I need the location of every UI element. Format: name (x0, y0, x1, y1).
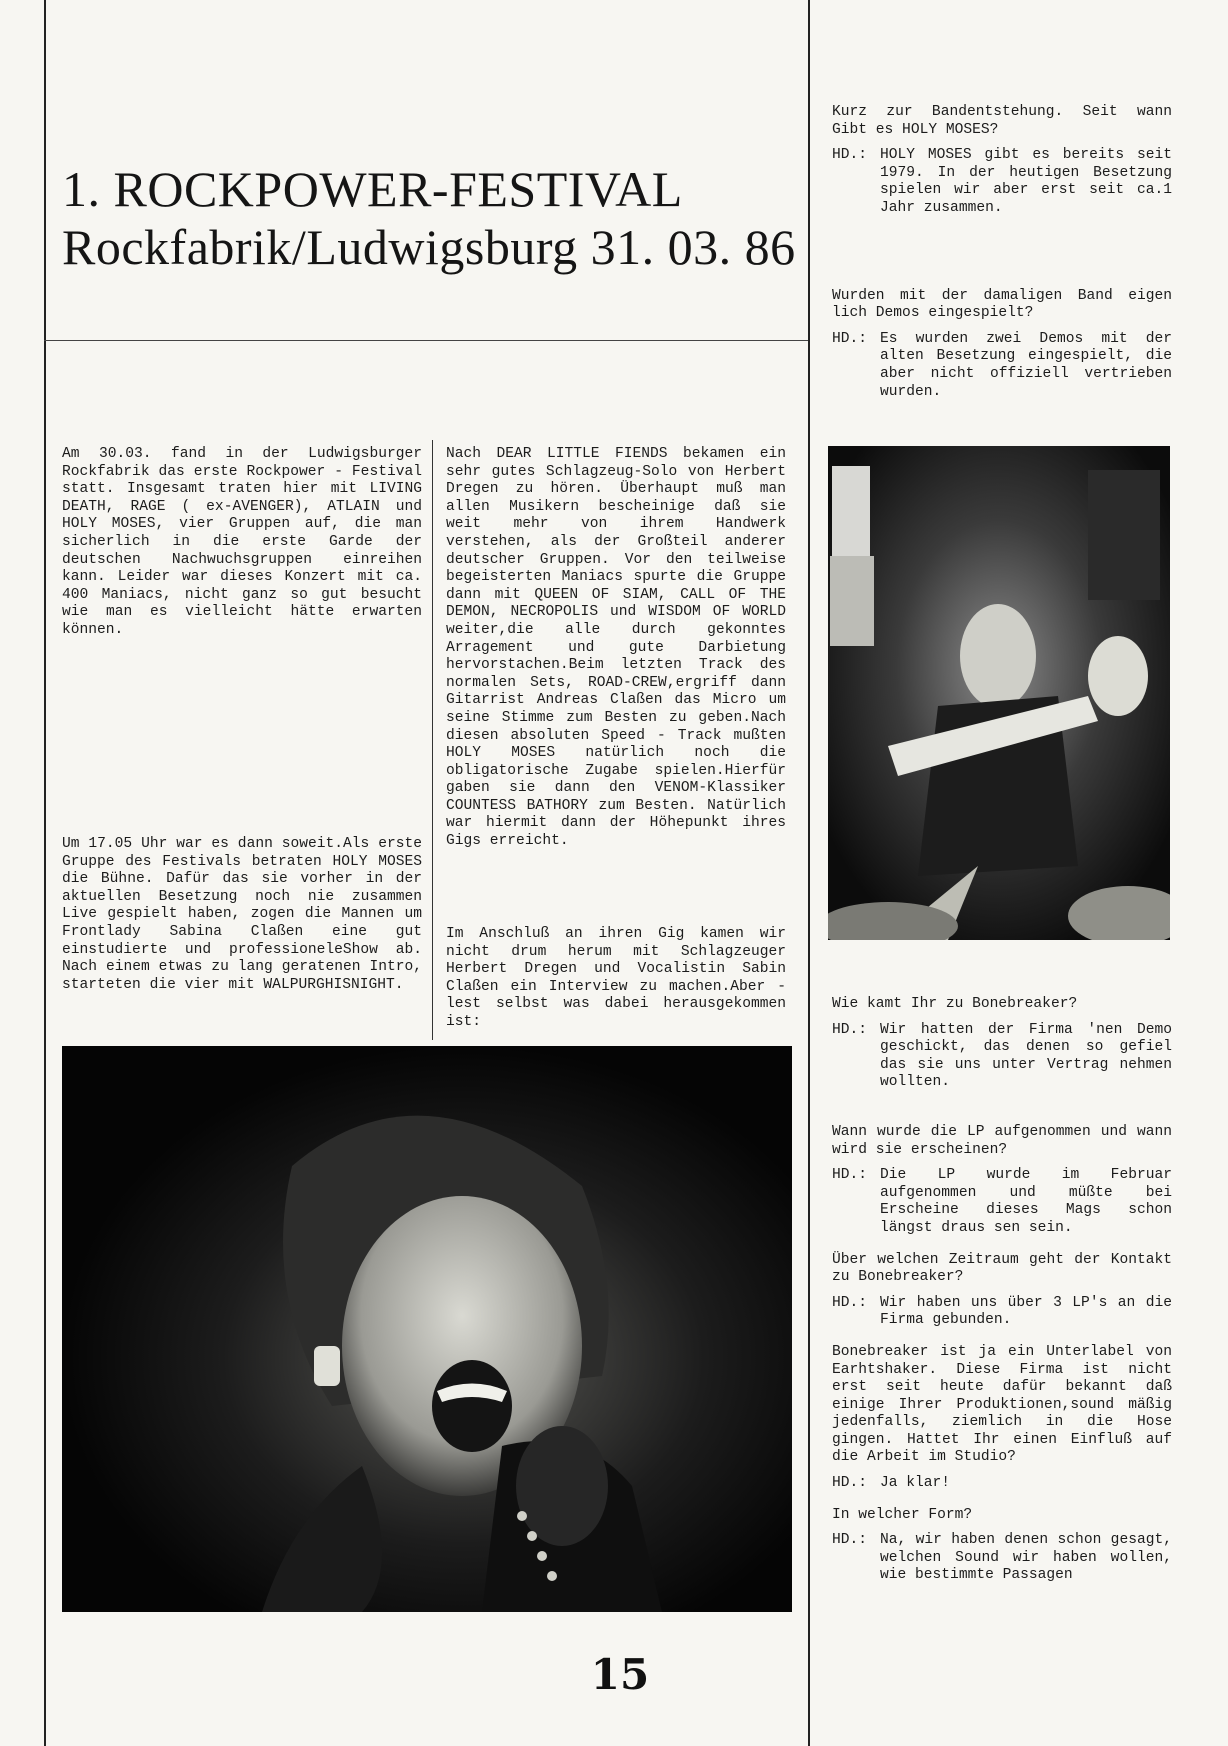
answer-text: HOLY MOSES gibt es bereits seit 1979. In der heutigen Besetzung spielen wir aber erst seit ca.1 Jahr zusammen. (880, 147, 1172, 216)
answer-text: Die LP wurde im Februar aufgenommen und müßte bei Erscheine dieses Mags schon längst draus sen sein. (880, 1167, 1172, 1236)
interview-answer (832, 1167, 1172, 1237)
left-border-rule (44, 0, 46, 1746)
answer-text: Ja klar! (880, 1475, 951, 1492)
interview-question: Bonebreaker ist ja ein Unterlabel von Earhtshaker. Diese Firma ist nicht erst seit heute dafür bekannt daß einige Ihrer Produktionen,sound mäßig jedenfalls, ziemlich in die Hose gingen. Hattet Ihr einen Einfluß auf die Arbeit im Studio? (832, 1343, 1172, 1466)
interview-item (832, 288, 1172, 402)
article-paragraph: Am 30.03. fand in der Ludwigsburger Rockfabrik das erste Rockpower - Festival statt. Insgesamt traten hier mit LIVING DEATH, RAGE ( ex-AVENGER), ATLAIN und HOLY MOSES, vier Gruppen auf, die man sicherlich in die erste Garde der deutschen Nachwuchsgruppen einreihen kann. Leider war dieses Konzert mit ca. 400 Maniacs, nicht ganz so gut besucht wie man es vielleicht hätte erwarten können. (62, 446, 422, 638)
speaker-label: HD.: (832, 1532, 868, 1549)
headline-title: 1. ROCKPOWER-FESTIVAL (62, 161, 683, 217)
article-paragraph: Um 17.05 Uhr war es dann soweit.Als erste Gruppe des Festivals betraten HOLY MOSES die Bühne. Dafür das sie vorher in der aktuellen Besetzung noch nie zusammen Live gespielt haben, zogen die Mannen um Frontlady Sabina Claßen eine gut einstudierte und professioneleShow ab. Nach einem etwas zu lang geratenen Intro, starteten die vier mit WALPURGHISNIGHT. (62, 836, 422, 993)
singer-live-photo (62, 1046, 792, 1612)
interview-item (832, 1344, 1172, 1493)
interview-bottom (832, 996, 1172, 1585)
interview-question: In welcher Form? (832, 1506, 973, 1523)
speaker-label: HD.: (832, 1475, 868, 1492)
article-column-divider (432, 440, 433, 1040)
answer-text: Es wurden zwei Demos mit der alten Besetzung eingespielt, die aber nicht offiziell vertrieben wurden. (880, 330, 1172, 400)
band-live-photo-image (828, 446, 1170, 940)
speaker-label: HD.: (832, 330, 868, 347)
page-number: 15 (590, 1650, 650, 1699)
interview-answer (832, 1022, 1172, 1092)
interview-item (832, 1252, 1172, 1330)
headline-venue-date: Rockfabrik/Ludwigsburg 31. 03. 86 (62, 219, 796, 275)
interview-question: Wie kamt Ihr zu Bonebreaker? (832, 996, 1078, 1012)
singer-live-photo-image (62, 1046, 792, 1612)
interview-answer (832, 1295, 1172, 1330)
answer-text: Na, wir haben denen schon gesagt, welchen Sound wir haben wollen, wie bestimmte Passagen (880, 1532, 1172, 1584)
speaker-label: HD.: (832, 1021, 868, 1038)
interview-question: Wann wurde die LP aufgenommen und wann wird sie erscheinen? (832, 1123, 1172, 1158)
speaker-label: HD.: (832, 147, 868, 164)
interview-answer (832, 1475, 1172, 1493)
answer-text: Wir haben uns über 3 LP's an die Firma gebunden. (880, 1294, 1172, 1329)
interview-question: Wurden mit der damaligen Band eigen lich Demos eingespielt? (832, 287, 1172, 322)
interview-item (832, 1124, 1172, 1238)
headline (62, 160, 802, 276)
interview-answer (832, 331, 1172, 401)
interview-question: Kurz zur Bandentstehung. Seit wann Gibt es HOLY MOSES? (832, 104, 1172, 138)
article-column-1-lower (62, 836, 422, 994)
band-live-photo (828, 446, 1170, 940)
article-paragraph: Im Anschluß an ihren Gig kamen wir nicht drum herum mit Schlagzeuger Herbert Dregen und Vocalistin Sabin Claßen ein Interview zu machen.Aber - lest selbst was dabei herausgekommen ist: (446, 926, 786, 1030)
headline-underline-rule (44, 340, 808, 341)
interview-top (832, 104, 1172, 401)
article-column-2-lower (446, 926, 786, 1032)
article-column-1 (62, 446, 422, 640)
speaker-label: HD.: (832, 1294, 868, 1311)
interview-question: Über welchen Zeitraum geht der Kontakt zu Bonebreaker? (832, 1251, 1172, 1286)
interview-answer (832, 147, 1172, 217)
answer-text: Wir hatten der Firma 'nen Demo geschickt, das denen so gefiel das sie uns unter Vertrag nehmen wollten. (880, 1021, 1172, 1091)
interview-item (832, 1507, 1172, 1585)
speaker-label: HD.: (832, 1167, 868, 1184)
column-divider-rule (808, 0, 810, 1746)
article-paragraph: Nach DEAR LITTLE FIENDS bekamen ein sehr gutes Schlagzeug-Solo von Herbert Dregen zu hören. Überhaupt muß man allen Musikern bescheinige daß sie weit mehr von ihrem Handwerk verstehen, als der Großteil anderer deutscher Gruppen. Vor den teilweise begeisterten Maniacs spurte die Gruppe dann mit QUEEN OF SIAM, CALL OF THE DEMON, NECROPOLIS und WISDOM OF WORLD weiter,die alle durch gekonntes Arragement und gute Darbietung hervorstachen.Beim letzten Track des normalen Sets, ROAD-CREW,ergriff dann Gitarrist Andreas Claßen das Micro um seine Stimme zum Besten zu geben.Nach diesen absoluten Speed - Track mußten HOLY MOSES natürlich noch die obligatorische Zugabe spielen.Hierfür gaben sie dann den VENOM-Klassiker COUNTESS BATHORY zum Besten. Natürlich war hiermit dann der Höhepunkt ihres Gigs erreicht. (446, 446, 786, 850)
interview-item (832, 996, 1172, 1092)
interview-item (832, 104, 1172, 218)
interview-answer (832, 1532, 1172, 1585)
article-column-2 (446, 446, 786, 851)
